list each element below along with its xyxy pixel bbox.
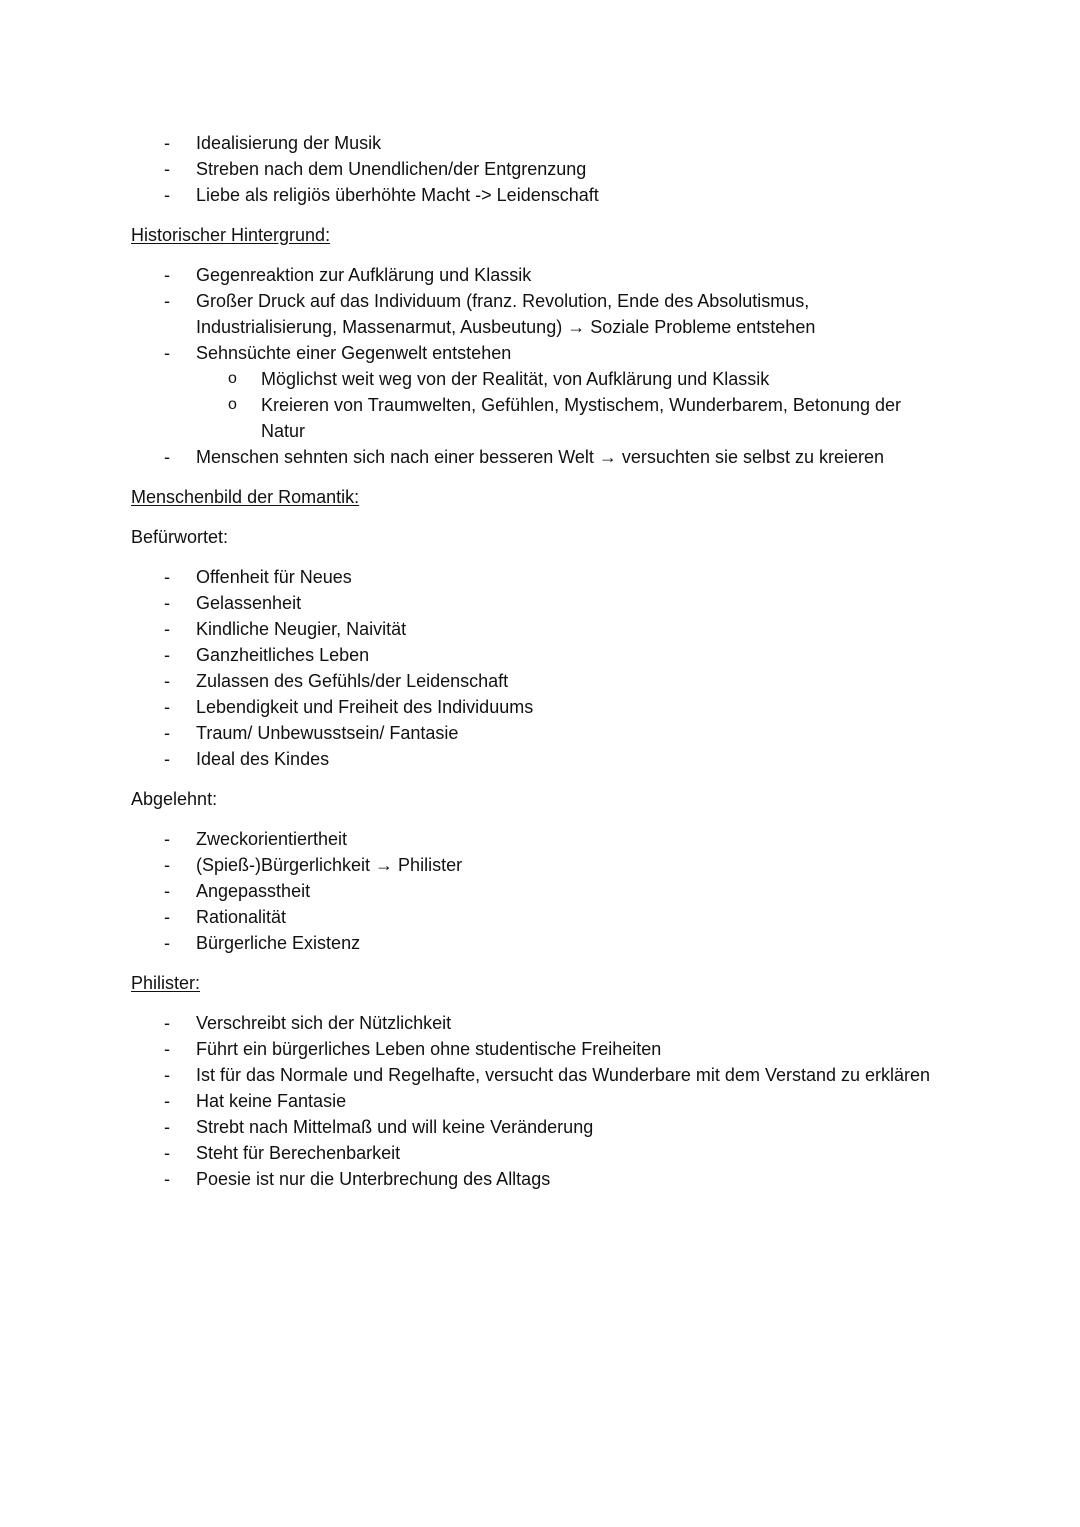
dash-bullet: - (164, 1117, 170, 1137)
dash-bullet: - (164, 829, 170, 849)
list-item: - Führt ein bürgerliches Leben ohne studentische Freiheiten (0, 1036, 1080, 1062)
list-item: - Lebendigkeit und Freiheit des Individuums (0, 694, 1080, 720)
list-item: - Idealisierung der Musik (0, 130, 1080, 156)
dash-bullet: - (164, 159, 170, 179)
abgelehnt-list (0, 826, 1080, 956)
list-item: - Ganzheitliches Leben (0, 642, 1080, 668)
heading-befuerwortet: Befürwortet: (131, 527, 229, 547)
list-item: - Hat keine Fantasie (0, 1088, 1080, 1114)
dash-bullet: - (164, 619, 170, 639)
historisch-sublist (0, 366, 1080, 444)
list-item: - Zulassen des Gefühls/der Leidenschaft (0, 668, 1080, 694)
list-item: - Bürgerliche Existenz (0, 930, 1080, 956)
list-item: - (Spieß-)Bürgerlichkeit → Philister (0, 852, 1080, 878)
list-item: - Liebe als religiös überhöhte Macht -> Leidenschaft (0, 182, 1080, 208)
list-item: - Poesie ist nur die Unterbrechung des Alltags (0, 1166, 1080, 1192)
list-item: - Kindliche Neugier, Naivität (0, 616, 1080, 642)
sub-list-item: o Möglichst weit weg von der Realität, von Aufklärung und Klassik (0, 366, 1080, 392)
document-page (0, 130, 1080, 1192)
dash-bullet: - (164, 907, 170, 927)
dash-bullet: - (164, 291, 170, 311)
list-item: - Offenheit für Neues (0, 564, 1080, 590)
intro-list (0, 130, 1080, 208)
list-item: - Ideal des Kindes (0, 746, 1080, 772)
dash-bullet: - (164, 723, 170, 743)
heading-philister: Philister: (131, 973, 201, 993)
dash-bullet: - (164, 133, 170, 153)
list-item: - Strebt nach Mittelmaß und will keine Veränderung (0, 1114, 1080, 1140)
dash-bullet: - (164, 1143, 170, 1163)
list-item: - Traum/ Unbewusstsein/ Fantasie (0, 720, 1080, 746)
heading-historischer-hintergrund: Historischer Hintergrund: (131, 225, 331, 245)
dash-bullet: - (164, 1013, 170, 1033)
dash-bullet: - (164, 671, 170, 691)
dash-bullet: - (164, 697, 170, 717)
dash-bullet: - (164, 1065, 170, 1085)
heading-abgelehnt: Abgelehnt: (131, 789, 218, 809)
list-item: - Verschreibt sich der Nützlichkeit (0, 1010, 1080, 1036)
list-item: - Rationalität (0, 904, 1080, 930)
dash-bullet: - (164, 185, 170, 205)
dash-bullet: - (164, 881, 170, 901)
historisch-list (0, 262, 1080, 366)
list-item: - Menschen sehnten sich nach einer besseren Welt → versuchten sie selbst zu kreieren (0, 444, 1080, 470)
dash-bullet: - (164, 749, 170, 769)
dash-bullet: - (164, 1091, 170, 1111)
historisch-list-end (0, 444, 1080, 470)
dash-bullet: - (164, 933, 170, 953)
list-item: - Gelassenheit (0, 590, 1080, 616)
list-item: - Angepasstheit (0, 878, 1080, 904)
dash-bullet: - (164, 265, 170, 285)
dash-bullet: - (164, 1169, 170, 1189)
philister-list (0, 1010, 1080, 1192)
list-item: - Großer Druck auf das Individuum (franz. Revolution, Ende des Absolutismus, Industrialisierung, Massenarmut, Ausbeutung) → Soziale Probleme entstehen (0, 288, 1080, 340)
heading-menschenbild: Menschenbild der Romantik: (131, 487, 360, 507)
dash-bullet: - (164, 855, 170, 875)
list-item: - Steht für Berechenbarkeit (0, 1140, 1080, 1166)
dash-bullet: - (164, 567, 170, 587)
circle-bullet: o (228, 370, 237, 387)
circle-bullet: o (228, 396, 237, 413)
befuerwortet-list (0, 564, 1080, 772)
sub-list-item: o Kreieren von Traumwelten, Gefühlen, Mystischem, Wunderbarem, Betonung der Natur (0, 392, 1080, 444)
dash-bullet: - (164, 343, 170, 363)
dash-bullet: - (164, 593, 170, 613)
list-item: - Streben nach dem Unendlichen/der Entgrenzung (0, 156, 1080, 182)
list-item: - Gegenreaktion zur Aufklärung und Klassik (0, 262, 1080, 288)
list-item: - Ist für das Normale und Regelhafte, versucht das Wunderbare mit dem Verstand zu erklären (0, 1062, 1080, 1088)
dash-bullet: - (164, 1039, 170, 1059)
dash-bullet: - (164, 645, 170, 665)
list-item: - Zweckorientiertheit (0, 826, 1080, 852)
list-item: - Sehnsüchte einer Gegenwelt entstehen (0, 340, 1080, 366)
dash-bullet: - (164, 447, 170, 467)
